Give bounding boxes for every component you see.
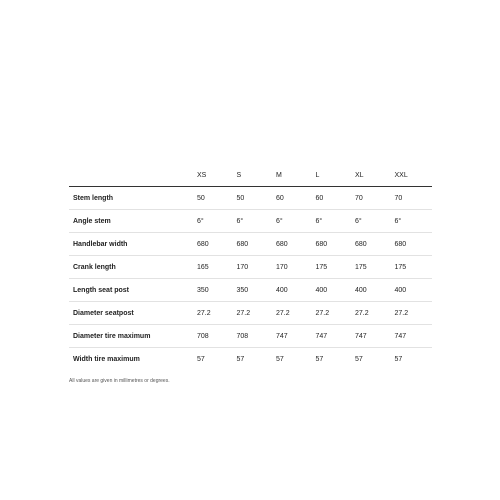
table-cell: 747 <box>393 325 433 348</box>
table-cell: 680 <box>353 233 393 256</box>
geometry-table <box>69 164 432 370</box>
table-cell: 27.2 <box>393 302 433 325</box>
table-cell: 680 <box>235 233 275 256</box>
table-cell: 60 <box>274 187 314 210</box>
table-cell: 6° <box>195 210 235 233</box>
header-row <box>69 164 432 187</box>
row-label: Crank length <box>69 256 195 279</box>
row-label: Width tire maximum <box>73 355 140 363</box>
table-cell: 57 <box>315 355 324 363</box>
size-header-xxl: XXL <box>393 164 433 187</box>
table-row <box>69 187 432 210</box>
table-cell: 57 <box>236 355 245 363</box>
row-label: Length seat post <box>69 279 195 302</box>
size-header-l: L <box>314 164 354 187</box>
table-cell: 27.2 <box>235 302 275 325</box>
table-cell: 57 <box>197 355 205 363</box>
table-cell: 27.2 <box>274 302 314 325</box>
table-cell: 175 <box>314 256 354 279</box>
table-cell: 57 <box>276 355 284 363</box>
table-cell: 400 <box>274 279 314 302</box>
table-cell: 747 <box>274 325 314 348</box>
footnote: All values are given in millimetres or degrees. <box>69 378 170 384</box>
size-header-xl: XL <box>353 164 393 187</box>
table-row <box>69 279 432 302</box>
table-cell: 6° <box>353 210 393 233</box>
table-row <box>69 256 432 279</box>
row-label: Stem length <box>69 187 195 210</box>
table-cell: 680 <box>314 233 354 256</box>
table-cell: 747 <box>314 325 354 348</box>
table-cell: 6° <box>274 210 314 233</box>
table-cell: 747 <box>353 325 393 348</box>
table-cell: 175 <box>393 256 433 279</box>
table-cell: 70 <box>393 187 433 210</box>
table-cell: 170 <box>235 256 275 279</box>
table-cell: 70 <box>353 187 393 210</box>
table-row <box>69 210 432 233</box>
size-header-s: S <box>235 164 275 187</box>
table-cell: 165 <box>195 256 235 279</box>
table-body <box>69 187 432 371</box>
table-row <box>69 348 432 371</box>
table-cell: 27.2 <box>314 302 354 325</box>
row-label: Diameter seatpost <box>69 302 195 325</box>
table-cell: 27.2 <box>195 302 235 325</box>
row-label: Diameter tire maximum <box>69 325 195 348</box>
table-cell: 708 <box>235 325 275 348</box>
size-header-xs: XS <box>195 164 235 187</box>
table-cell: 50 <box>195 187 235 210</box>
table-cell: 170 <box>274 256 314 279</box>
table-cell: 175 <box>353 256 393 279</box>
table-cell: 680 <box>274 233 314 256</box>
table-cell: 400 <box>353 279 393 302</box>
table-cell: 680 <box>195 233 235 256</box>
table-cell: 27.2 <box>353 302 393 325</box>
header-corner <box>69 164 195 187</box>
table-header <box>69 164 432 187</box>
table-cell: 6° <box>314 210 354 233</box>
table-cell: 350 <box>235 279 275 302</box>
table-row <box>69 302 432 325</box>
table-cell: 400 <box>314 279 354 302</box>
table-cell: 708 <box>195 325 235 348</box>
size-header-m: M <box>274 164 314 187</box>
row-label: Angle stem <box>69 210 195 233</box>
table-cell: 57 <box>355 355 363 363</box>
table-cell: 57 <box>394 355 403 363</box>
table-cell: 6° <box>235 210 275 233</box>
table-cell: 50 <box>235 187 275 210</box>
table-row <box>69 325 432 348</box>
table-cell: 60 <box>314 187 354 210</box>
table-cell: 400 <box>393 279 433 302</box>
row-label: Handlebar width <box>69 233 195 256</box>
table-row <box>69 233 432 256</box>
table-cell: 6° <box>393 210 433 233</box>
table-cell: 350 <box>195 279 235 302</box>
table-cell: 680 <box>393 233 433 256</box>
